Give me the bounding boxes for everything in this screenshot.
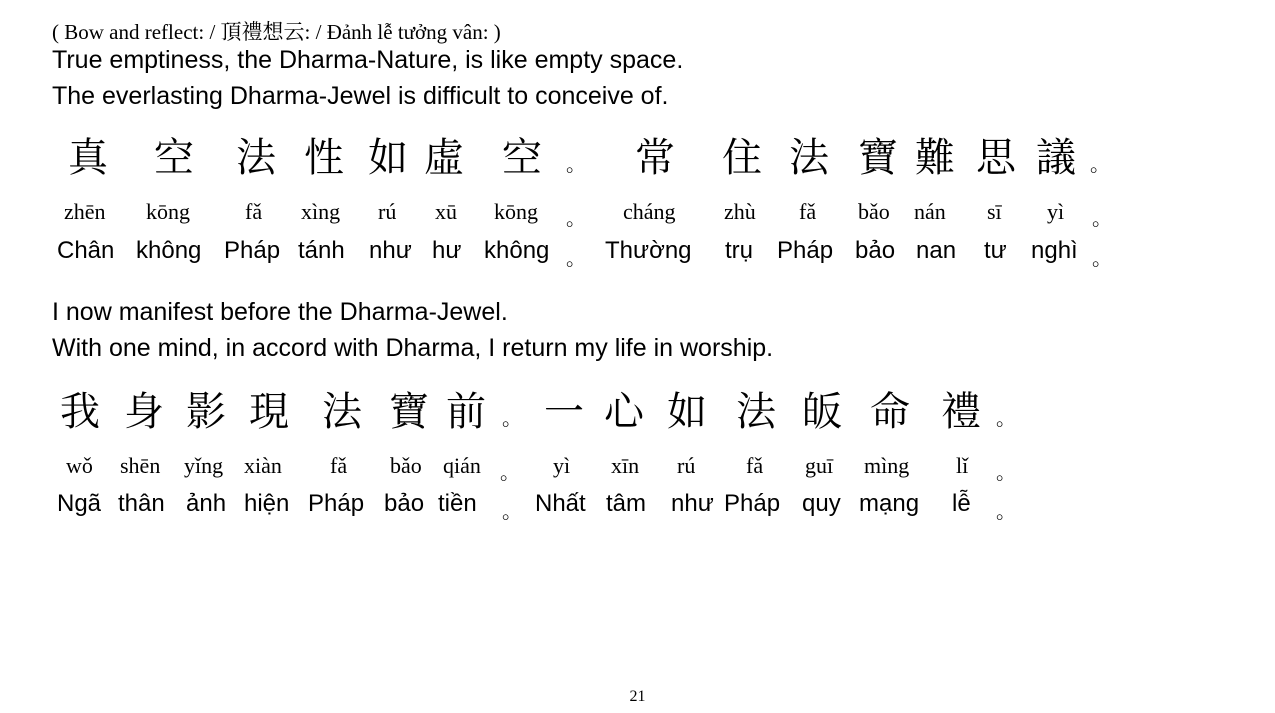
verse1-vietnamese: tư [984, 237, 1007, 264]
verse2-vietnamese: Nhất [535, 490, 586, 517]
verse1-pinyin: fǎ [799, 199, 817, 224]
verse1-pinyin: nán [914, 199, 946, 224]
verse2-han-char: 現 [249, 389, 289, 435]
verse1-han-char: 空 [154, 135, 194, 181]
instruction-header: ( Bow and reflect: / 頂禮想云: / Đảnh lễ tưởng vân: ) [52, 20, 501, 44]
verse1-pinyin: rú [378, 199, 397, 224]
verse1-han-char: 寶 [858, 135, 898, 181]
verse2-vietnamese: Ngã [57, 490, 102, 517]
verse1-han-char: 議 [1036, 135, 1076, 181]
verse1-han-period: 。 [566, 152, 586, 176]
verse2-pinyin-period: 。 [500, 460, 520, 484]
verse2-pinyin: shēn [120, 453, 161, 478]
verse1-han-char: 難 [915, 135, 955, 181]
verse1-han-char: 虛 [424, 135, 464, 181]
verse1-vietnamese: trụ [725, 237, 754, 264]
verse1-pinyin-period: 。 [1092, 206, 1112, 230]
verse1-han-period: 。 [1090, 152, 1110, 176]
verse2-vietnamese: lễ [952, 490, 971, 517]
verse1-vietnamese: nghì [1031, 237, 1078, 264]
verse1-english-line2: The everlasting Dharma-Jewel is difficult to conceive of. [52, 82, 669, 110]
verse2-han-char: 如 [667, 389, 707, 435]
verse2-pinyin: xiàn [244, 453, 282, 478]
verse1-vietnamese: không [136, 237, 202, 264]
verse2-vietnamese: như [671, 490, 714, 517]
verse2-vietnamese: tâm [606, 490, 647, 517]
verse1-pinyin: zhēn [64, 199, 106, 224]
verse2-vietnamese: hiện [244, 490, 290, 517]
verse1-pinyin: xìng [301, 199, 341, 224]
verse1-pinyin: xū [435, 199, 457, 224]
verse1-han-char: 思 [976, 135, 1016, 181]
verse2-pinyin-period: 。 [996, 460, 1016, 484]
verse1-pinyin: kōng [146, 199, 190, 224]
verse2-pinyin: mìng [864, 453, 910, 478]
verse2-pinyin: xīn [611, 453, 640, 478]
verse2-pinyin: bǎo [390, 453, 422, 478]
verse1-han-char: 住 [722, 135, 762, 181]
verse2-english-line2: With one mind, in accord with Dharma, I return my life in worship. [52, 334, 774, 362]
verse2-han-char: 影 [186, 389, 226, 435]
verse1-pinyin-period: 。 [566, 206, 586, 230]
verse2-pinyin: qián [443, 453, 481, 478]
verse2-vietnamese-period: 。 [996, 499, 1016, 523]
verse1-pinyin: fǎ [245, 199, 263, 224]
page-number: 21 [629, 688, 646, 705]
verse1-han-char: 如 [368, 135, 408, 181]
verse1-han-char: 法 [236, 135, 276, 181]
verse2-pinyin: yǐng [184, 453, 224, 478]
verse1-pinyin: zhù [724, 199, 756, 224]
verse2-han-char: 身 [124, 389, 164, 435]
verse2-han-period: 。 [996, 406, 1016, 430]
verse2-pinyin: fǎ [330, 453, 348, 478]
verse2-han-char: 禮 [941, 389, 981, 435]
verse2-vietnamese: tiền [438, 490, 477, 517]
verse1-vietnamese: Chân [57, 237, 115, 264]
verse1-pinyin: bǎo [858, 199, 890, 224]
verse1-han-char: 法 [789, 135, 829, 181]
verse2-han-char: 法 [736, 389, 776, 435]
verse1-pinyin: sī [987, 199, 1002, 224]
verse2-vietnamese: ảnh [186, 490, 227, 517]
verse2-vietnamese: Pháp [724, 490, 781, 517]
verse2-vietnamese: thân [118, 490, 165, 517]
verse1-vietnamese: hư [432, 237, 462, 264]
verse2-han-char: 寶 [389, 389, 429, 435]
verse1-pinyin: kōng [494, 199, 538, 224]
verse1-vietnamese: Pháp [224, 237, 281, 264]
verse2-han-char: 命 [870, 389, 910, 435]
verse1-vietnamese: không [484, 237, 550, 264]
verse2-english-line1: I now manifest before the Dharma-Jewel. [52, 298, 508, 326]
verse1-vietnamese: bảo [855, 237, 896, 264]
verse1-han-char: 空 [502, 135, 542, 181]
verse1-vietnamese: tánh [298, 237, 345, 264]
verse1-vietnamese: nan [916, 237, 957, 264]
verse2-pinyin: rú [677, 453, 696, 478]
verse2-vietnamese-period: 。 [502, 499, 522, 523]
verse1-vietnamese: như [369, 237, 412, 264]
verse2-han-char: 皈 [802, 389, 842, 435]
verse1-han-char: 常 [635, 135, 675, 181]
verse2-han-char: 法 [322, 389, 362, 435]
verse1-pinyin: cháng [623, 199, 676, 224]
verse2-han-char: 心 [604, 389, 644, 435]
verse2-han-char: 我 [60, 389, 100, 435]
verse2-vietnamese: quy [802, 490, 841, 517]
verse1-vietnamese: Thường [605, 237, 692, 264]
verse2-pinyin: fǎ [746, 453, 764, 478]
verse2-pinyin: yì [553, 453, 571, 478]
verse2-han-char: 一 [544, 389, 584, 435]
verse1-vietnamese-period: 。 [1092, 246, 1112, 270]
verse2-vietnamese: bảo [384, 490, 425, 517]
verse1-han-char: 真 [68, 135, 108, 181]
verse1-english-line1: True emptiness, the Dharma-Nature, is like empty space. [52, 46, 684, 74]
verse1-vietnamese-period: 。 [566, 246, 586, 270]
verse1-han-char: 性 [304, 135, 344, 181]
verse2-vietnamese: mạng [859, 490, 920, 517]
verse1-pinyin: yì [1047, 199, 1065, 224]
verse2-pinyin: wǒ [66, 453, 93, 478]
verse1-vietnamese: Pháp [777, 237, 834, 264]
verse2-pinyin: lǐ [956, 453, 969, 478]
verse2-pinyin: guī [805, 453, 834, 478]
verse2-han-char: 前 [446, 389, 486, 435]
verse2-han-period: 。 [502, 406, 522, 430]
verse2-vietnamese: Pháp [308, 490, 365, 517]
